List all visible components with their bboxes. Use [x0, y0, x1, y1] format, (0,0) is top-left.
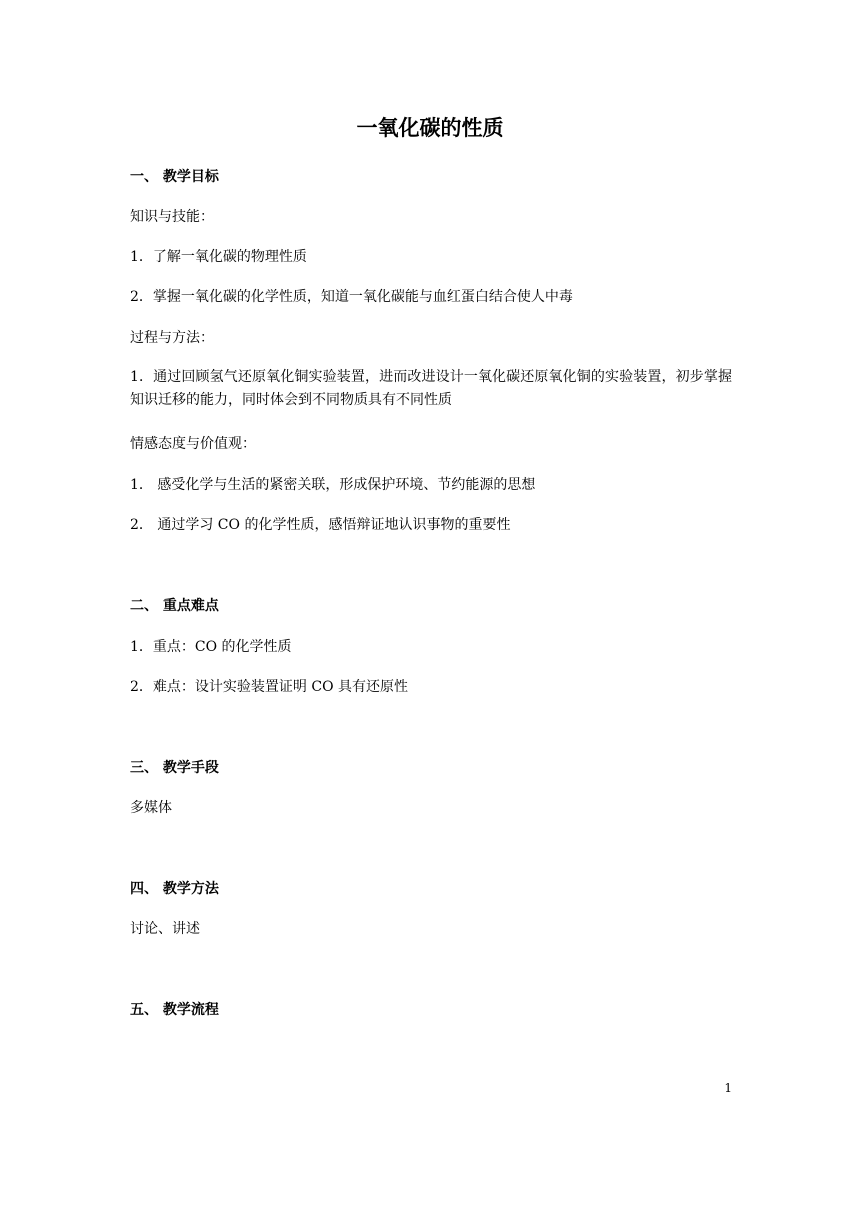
emotion-item-1: 1． 感受化学与生活的紧密关联，形成保护环境、节约能源的思想 — [130, 477, 536, 493]
page-number: 1 — [724, 1081, 732, 1095]
process-item-1: 1．通过回顾氢气还原氧化铜实验装置，进而改进设计一氧化碳还原氧化铜的实验装置，初步掌握知识迁移的能力，同时体会到不同物质具有不同性质 — [130, 369, 732, 408]
knowledge-skills-label: 知识与技能： — [130, 209, 214, 225]
emotion-values-label: 情感态度与价值观： — [130, 436, 256, 452]
knowledge-item-1: 1．了解一氧化碳的物理性质 — [130, 249, 307, 265]
section-heading-teaching-goals: 一、 教学目标 — [130, 169, 219, 185]
teaching-methods-text: 讨论、讲述 — [130, 921, 200, 937]
section-heading-teaching-flow: 五、 教学流程 — [130, 1002, 219, 1018]
teaching-means-text: 多媒体 — [130, 800, 172, 816]
section-heading-teaching-means: 三、 教学手段 — [130, 760, 219, 776]
knowledge-item-2: 2．掌握一氧化碳的化学性质，知道一氧化碳能与血红蛋白结合使人中毒 — [130, 289, 573, 305]
document-title: 一氧化碳的性质 — [356, 116, 504, 140]
key-point-item-2: 2．难点：设计实验装置证明 CO 具有还原性 — [130, 679, 408, 695]
section-heading-key-points: 二、 重点难点 — [130, 598, 219, 614]
key-point-item-1: 1．重点：CO 的化学性质 — [130, 639, 292, 655]
section-heading-teaching-methods: 四、 教学方法 — [130, 881, 219, 897]
emotion-item-2: 2． 通过学习 CO 的化学性质，感悟辩证地认识事物的重要性 — [130, 517, 511, 533]
process-method-label: 过程与方法： — [130, 330, 214, 346]
